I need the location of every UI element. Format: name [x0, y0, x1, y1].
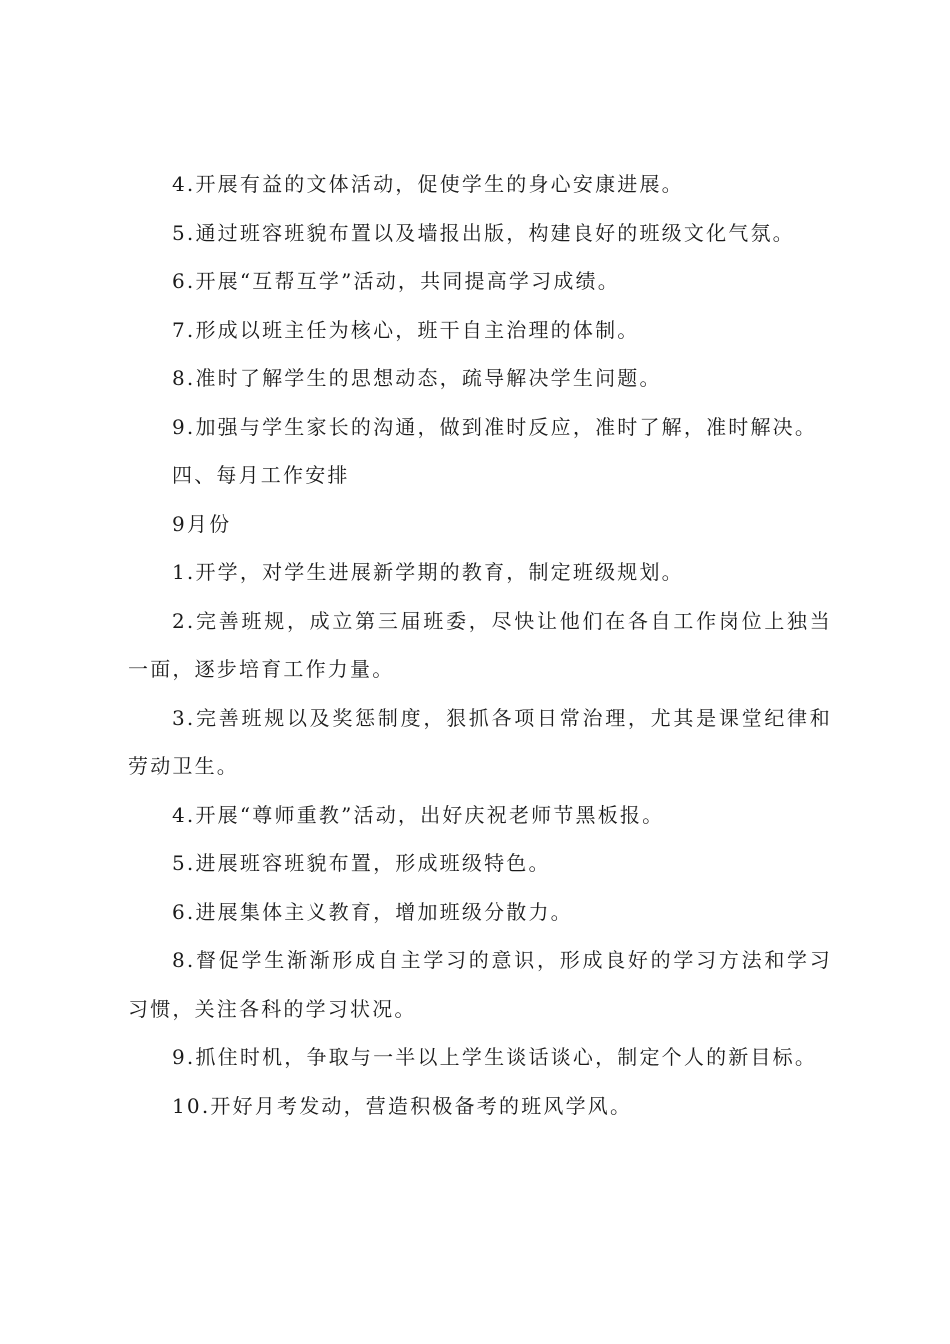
list-item: 1.开学，对学生进展新学期的教育，制定班级规划。: [172, 560, 684, 584]
list-item: 6.进展集体主义教育，增加班级分散力。: [172, 899, 573, 924]
list-item: 5.通过班容班貌布置以及墙报出版，构建良好的班级文化气氛。: [172, 220, 795, 245]
list-item: 4.开展“尊师重教”活动，出好庆祝老师节黑板报。: [172, 802, 665, 827]
list-item: 10.开好月考发动，营造积极备考的班风学风。: [172, 1093, 633, 1118]
list-item: 7.形成以班主任为核心，班干自主治理的体制。: [172, 317, 640, 342]
document-body: [128, 160, 832, 1130]
month-heading: 9月份: [172, 511, 232, 536]
section-heading: 四、每月工作安排: [172, 463, 350, 487]
list-item: 9.抓住时机，争取与一半以上学生谈话谈心，制定个人的新目标。: [172, 1045, 818, 1069]
list-item: 2.完善班规，成立第三届班委，尽快让他们在各自工作岗位上独当一面，逐步培育工作力量。: [128, 608, 832, 681]
list-item: 5.进展班容班貌布置，形成班级特色。: [172, 851, 551, 875]
list-item: 8.准时了解学生的思想动态，疏导解决学生问题。: [172, 366, 662, 390]
list-item: 4.开展有益的文体活动，促使学生的身心安康进展。: [172, 172, 684, 196]
list-item: 6.开展“互帮互学”活动，共同提高学习成绩。: [172, 269, 620, 293]
list-item: 9.加强与学生家长的沟通，做到准时反应，准时了解，准时解决。: [172, 414, 818, 439]
list-item: 8.督促学生渐渐形成自主学习的意识，形成良好的学习方法和学习习惯，关注各科的学习状况。: [128, 948, 832, 1021]
list-item: 3.完善班规以及奖惩制度，狠抓各项日常治理，尤其是课堂纪律和劳动卫生。: [128, 705, 832, 778]
